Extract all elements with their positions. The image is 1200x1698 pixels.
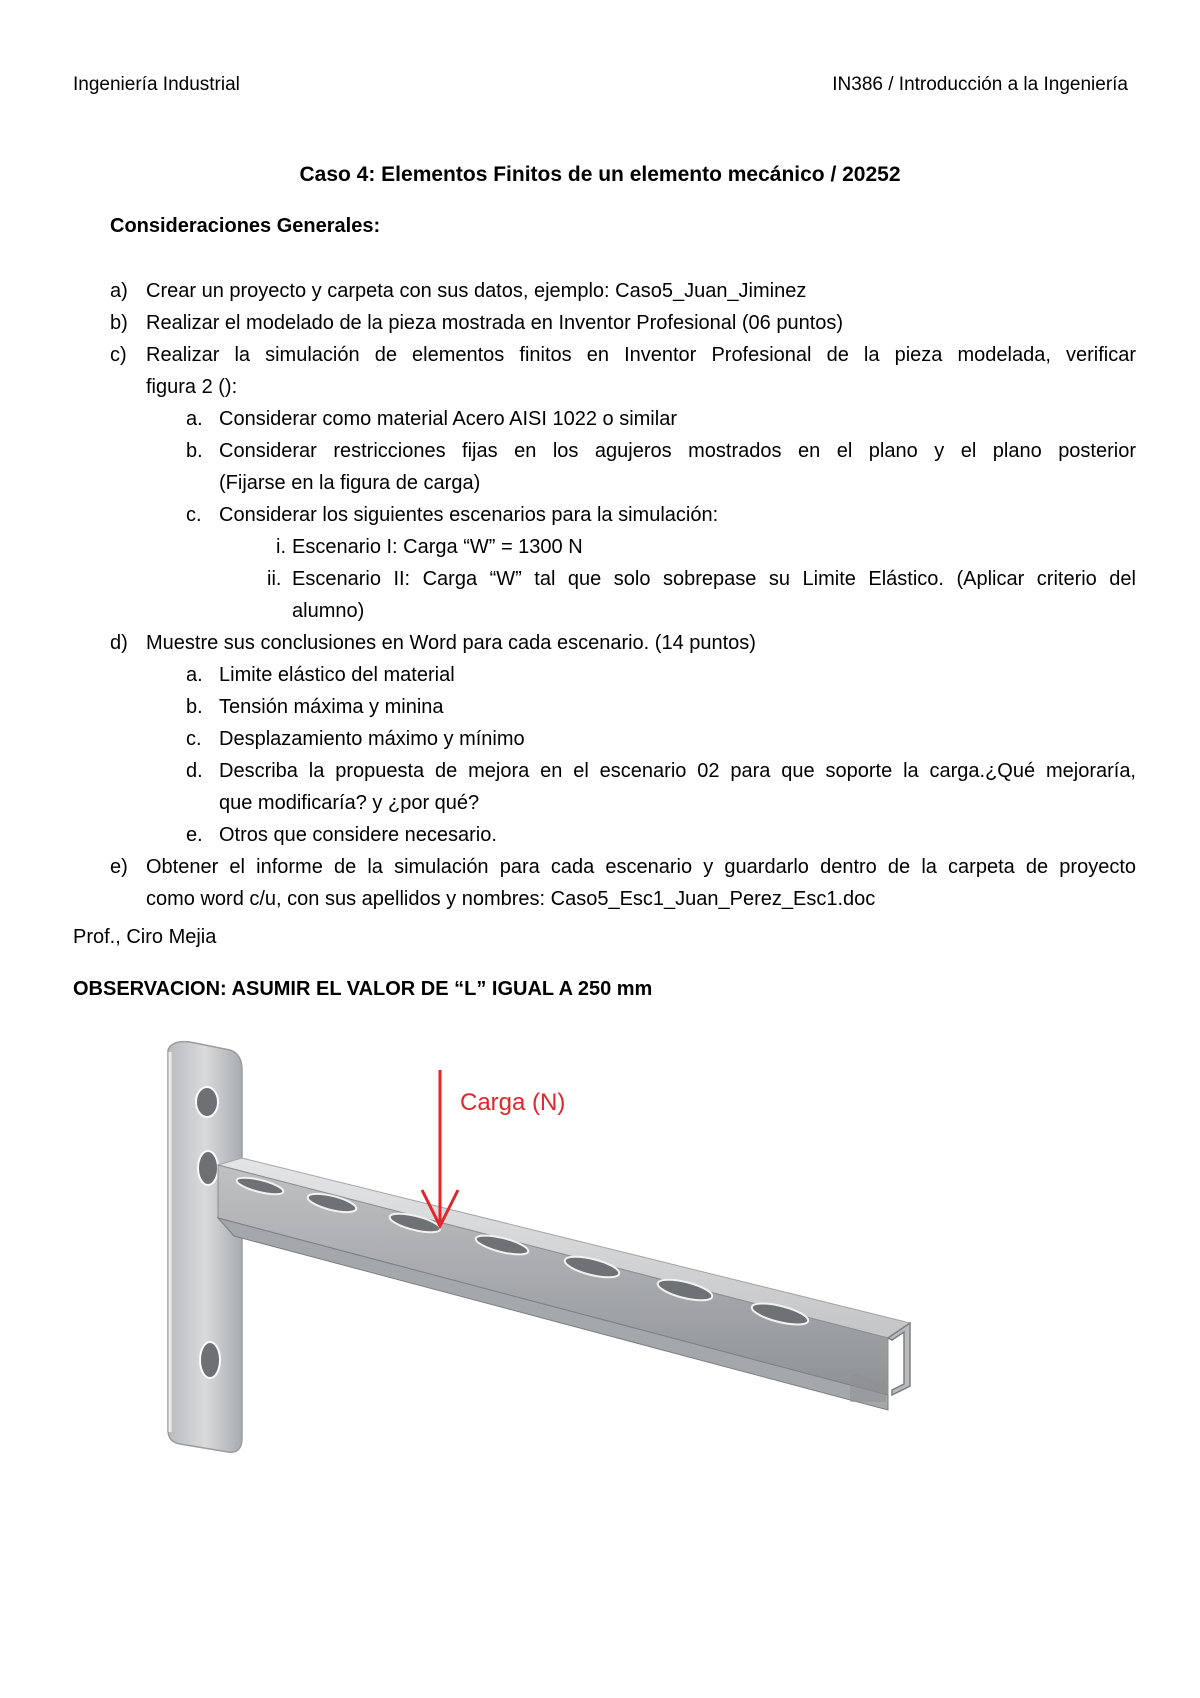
item-c-c-ii-marker: ii.: [267, 568, 282, 590]
item-d-e-marker: e.: [186, 824, 203, 846]
observation-note: OBSERVACION: ASUMIR EL VALOR DE “L” IGUAL A 250 mm: [73, 978, 653, 1000]
item-a-text: Crear un proyecto y carpeta con sus datos, ejemplo: Caso5_Juan_Jiminez: [146, 280, 807, 302]
professor-name: Prof., Ciro Mejia: [73, 926, 217, 948]
item-c-c-ii-text-line2: alumno): [292, 600, 365, 622]
item-d-a-text: Limite elástico del material: [219, 664, 455, 686]
item-d-a-marker: a.: [186, 664, 203, 686]
item-c-c-marker: c.: [186, 504, 202, 526]
bracket-figure: [150, 1040, 950, 1460]
item-d-d-text-line2: que modificaría? y ¿por qué?: [219, 792, 480, 814]
plate-hole-middle: [198, 1151, 218, 1185]
item-c-b-marker: b.: [186, 440, 203, 462]
item-c-text-line2: figura 2 ():: [146, 376, 238, 398]
item-c-c-i-marker: i.: [276, 536, 286, 558]
item-c-c-i-text: Escenario I: Carga “W” = 1300 N: [292, 536, 583, 558]
item-d-b-text: Tensión máxima y minina: [219, 696, 444, 718]
item-c-a-marker: a.: [186, 408, 203, 430]
item-c-b-text-line1: Considerar restricciones fijas en los agujeros mostrados en el plano y el plano posterior: [219, 440, 1136, 462]
item-b-text: Realizar el modelado de la pieza mostrada en Inventor Profesional (06 puntos): [146, 312, 844, 334]
item-d-text: Muestre sus conclusiones en Word para cada escenario. (14 puntos): [146, 632, 756, 654]
item-c-a-text: Considerar como material Acero AISI 1022 o similar: [219, 408, 677, 430]
item-e-text-line2: como word c/u, con sus apellidos y nombres: Caso5_Esc1_Juan_Perez_Esc1.doc: [146, 888, 876, 910]
item-d-d-text-line1: Describa la propuesta de mejora en el escenario 02 para que soporte la carga.¿Qué mejoraría,: [219, 760, 1136, 782]
item-c-c-text: Considerar los siguientes escenarios para la simulación:: [219, 504, 719, 526]
item-d-c-text: Desplazamiento máximo y mínimo: [219, 728, 525, 750]
item-d-b-marker: b.: [186, 696, 203, 718]
load-arrow: [422, 1070, 458, 1226]
item-d-d-marker: d.: [186, 760, 203, 782]
item-c-b-text-line2: (Fijarse en la figura de carga): [219, 472, 481, 494]
document-title: Caso 4: Elementos Finitos de un elemento mecánico / 20252: [299, 163, 901, 186]
item-d-c-marker: c.: [186, 728, 202, 750]
item-e-text-line1: Obtener el informe de la simulación para cada escenario y guardarlo dentro de la carpeta de proyecto: [146, 856, 1136, 878]
item-c-marker: c): [110, 344, 127, 366]
header-left: Ingeniería Industrial: [73, 74, 240, 95]
item-e-marker: e): [110, 856, 128, 878]
item-c-c-ii-text-line1: Escenario II: Carga “W” tal que solo sobrepase su Limite Elástico. (Aplicar criterio del: [292, 568, 1136, 590]
item-d-e-text: Otros que considere necesario.: [219, 824, 497, 846]
plate-hole-bottom: [200, 1342, 220, 1378]
plate-hole-top: [196, 1087, 218, 1117]
item-c-text-line1: Realizar la simulación de elementos finitos en Inventor Profesional de la pieza modelada, verificar: [146, 344, 1136, 366]
load-label: Carga (N): [460, 1089, 566, 1116]
item-a-marker: a): [110, 280, 128, 302]
section-heading: Consideraciones Generales:: [110, 215, 381, 237]
item-d-marker: d): [110, 632, 128, 654]
item-b-marker: b): [110, 312, 128, 334]
header-right: IN386 / Introducción a la Ingeniería: [832, 74, 1128, 95]
